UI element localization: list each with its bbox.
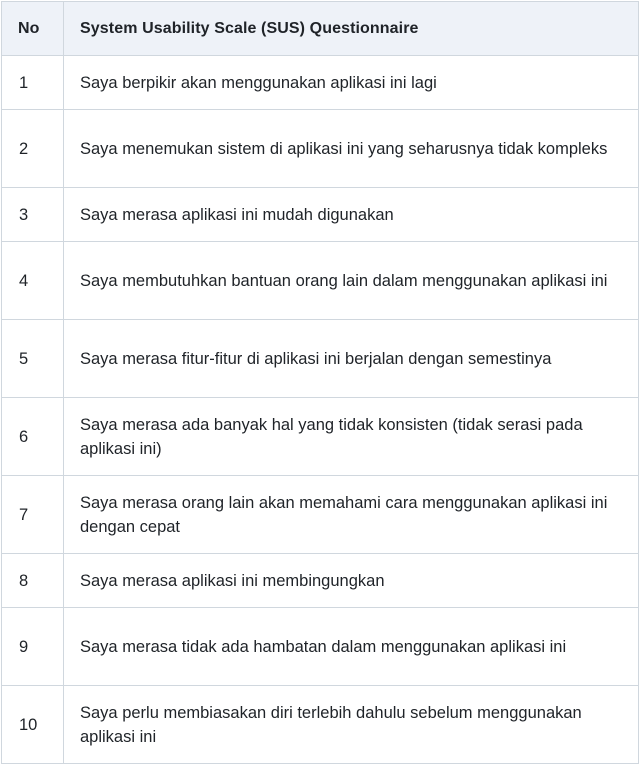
header-no: No [2, 2, 64, 56]
row-number: 4 [2, 242, 64, 320]
table-row [2, 110, 639, 188]
row-question: Saya merasa tidak ada hambatan dalam menggunakan aplikasi ini [64, 608, 639, 686]
row-number: 10 [2, 686, 64, 764]
table-row [2, 686, 639, 764]
row-number: 8 [2, 554, 64, 608]
row-question: Saya perlu membiasakan diri terlebih dahulu sebelum menggunakan aplikasi ini [64, 686, 639, 764]
header-question: System Usability Scale (SUS) Questionnaire [64, 2, 639, 56]
row-number: 1 [2, 56, 64, 110]
row-question: Saya membutuhkan bantuan orang lain dalam menggunakan aplikasi ini [64, 242, 639, 320]
table-body [2, 56, 639, 764]
row-number: 2 [2, 110, 64, 188]
row-number: 9 [2, 608, 64, 686]
row-question: Saya merasa orang lain akan memahami cara menggunakan aplikasi ini dengan cepat [64, 476, 639, 554]
table-row [2, 188, 639, 242]
row-question: Saya merasa aplikasi ini mudah digunakan [64, 188, 639, 242]
table-header [2, 2, 639, 56]
row-number: 7 [2, 476, 64, 554]
header-row [2, 2, 639, 56]
table-row [2, 398, 639, 476]
table-row [2, 56, 639, 110]
table-row [2, 320, 639, 398]
row-number: 6 [2, 398, 64, 476]
table-row [2, 242, 639, 320]
sus-questionnaire-table [1, 1, 639, 764]
table-row [2, 554, 639, 608]
table-row [2, 476, 639, 554]
table-row [2, 608, 639, 686]
row-number: 3 [2, 188, 64, 242]
row-question: Saya merasa fitur-fitur di aplikasi ini berjalan dengan semestinya [64, 320, 639, 398]
row-number: 5 [2, 320, 64, 398]
row-question: Saya merasa ada banyak hal yang tidak konsisten (tidak serasi pada aplikasi ini) [64, 398, 639, 476]
row-question: Saya berpikir akan menggunakan aplikasi ini lagi [64, 56, 639, 110]
row-question: Saya menemukan sistem di aplikasi ini yang seharusnya tidak kompleks [64, 110, 639, 188]
row-question: Saya merasa aplikasi ini membingungkan [64, 554, 639, 608]
